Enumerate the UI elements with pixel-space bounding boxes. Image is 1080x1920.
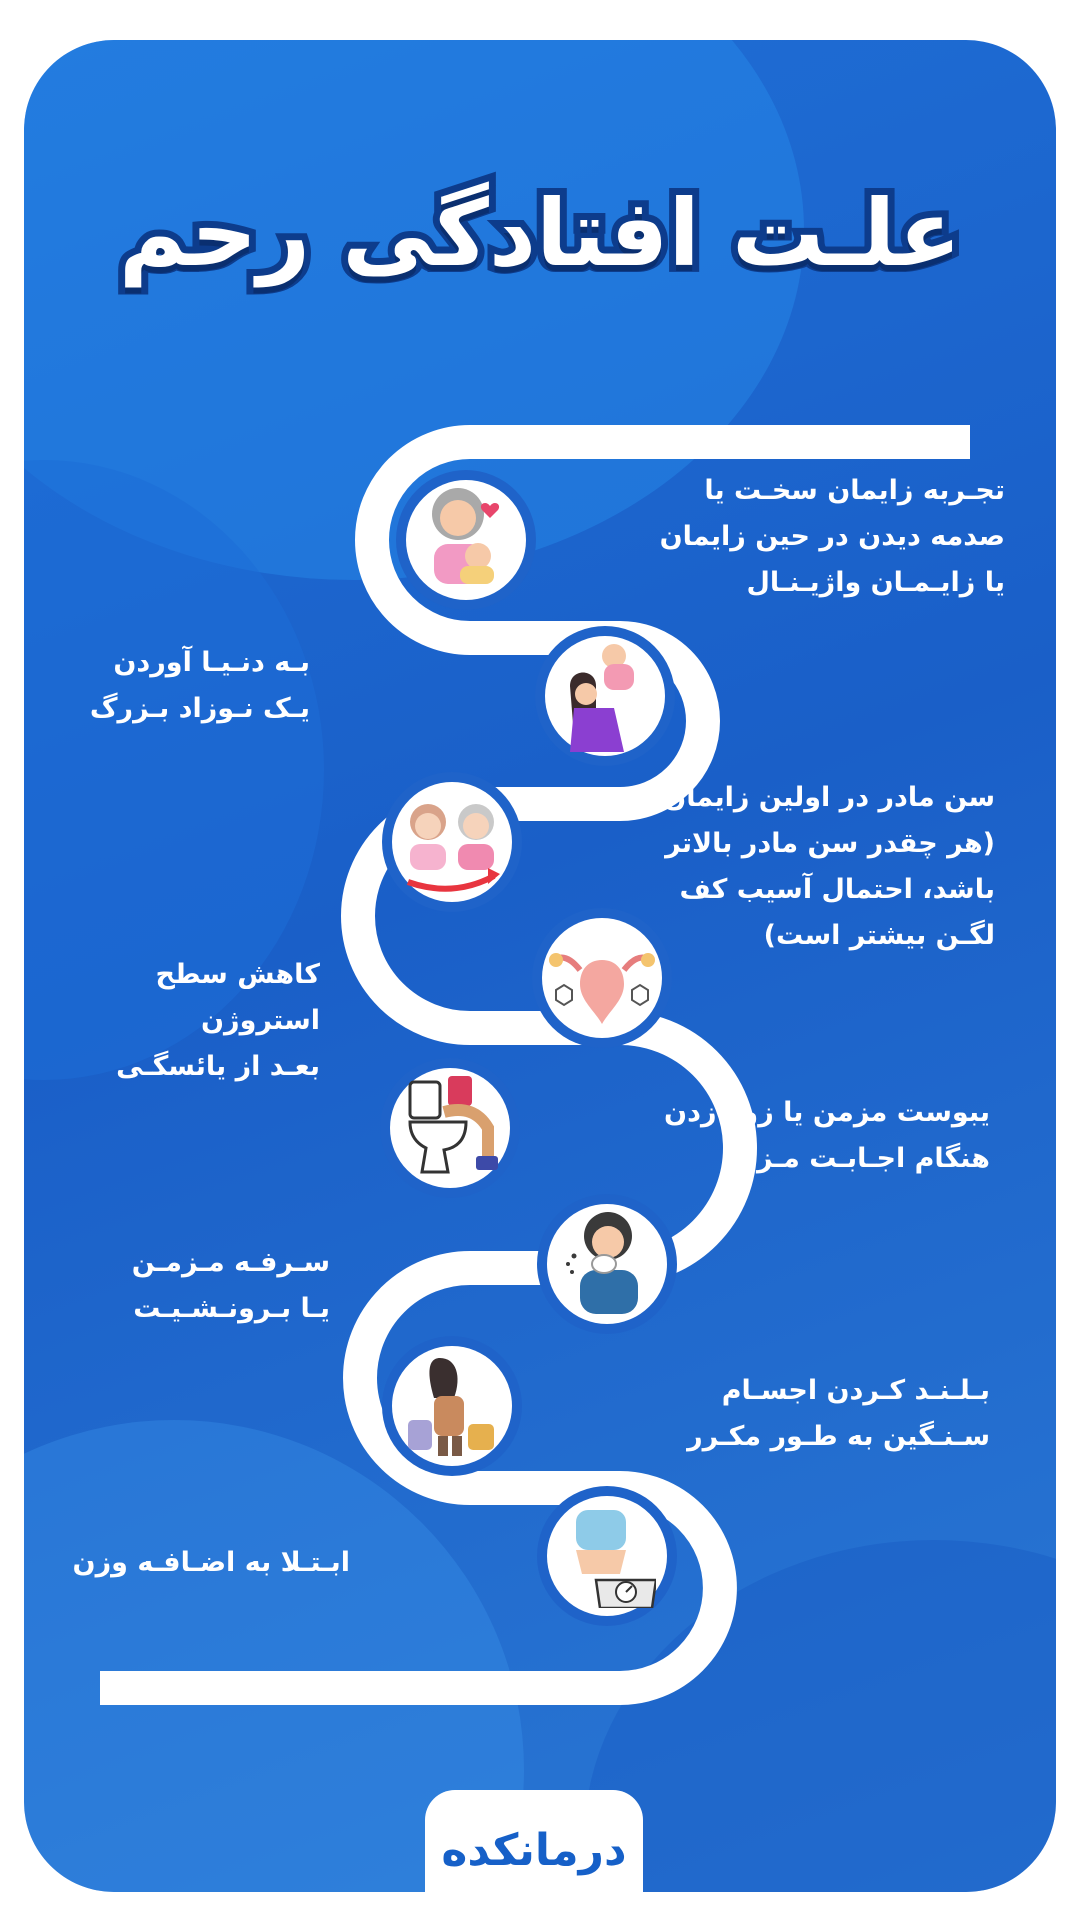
cause-text-3: سن مادر در اولین زایمان (هر چقدر سن مادر بالاتر باشد، احتمال آسیب کف لگـن بیشتر است)	[663, 782, 995, 951]
brand-logo-text: درمانکده	[441, 1824, 627, 1876]
uterus-hormone-icon	[546, 930, 658, 1030]
mother-holding-baby-icon	[420, 482, 510, 592]
cause-text-5: یبوست مزمن یا زور زدن هنگام اجـابـت مـزاج	[664, 1097, 990, 1174]
cause-text-8: ابـتـلا به اضـافـه وزن	[72, 1547, 350, 1578]
weight-scale-icon	[556, 1504, 656, 1608]
cause-text-6: سـرفـه مـزمـن یـا بـرونـشـیـت	[131, 1247, 330, 1324]
page-title: علـت افتادگی رحم	[118, 180, 962, 287]
toilet-icon	[404, 1072, 504, 1184]
young-old-woman-icon	[398, 786, 508, 896]
woman-lifting-baby-icon	[552, 636, 652, 756]
cause-text-7: بـلـنـد کـردن اجسـام سـنـگین به طـور مکـرر	[687, 1375, 990, 1452]
lifting-bags-icon	[402, 1350, 502, 1462]
cause-text-1: تجـربه زایمان سخـت یا صدمه دیدن در حین زایمان یا زایـمـان واژیـنـال	[659, 475, 1005, 598]
brand-logo	[425, 1790, 643, 1910]
cause-text-2: بـه دنـیـا آوردن یـک نـوزاد بـزرگ	[89, 647, 310, 724]
cause-text-4: کاهش سطح استروژن بعـد از یائسگـی	[116, 959, 320, 1082]
coughing-woman-icon	[556, 1206, 656, 1316]
